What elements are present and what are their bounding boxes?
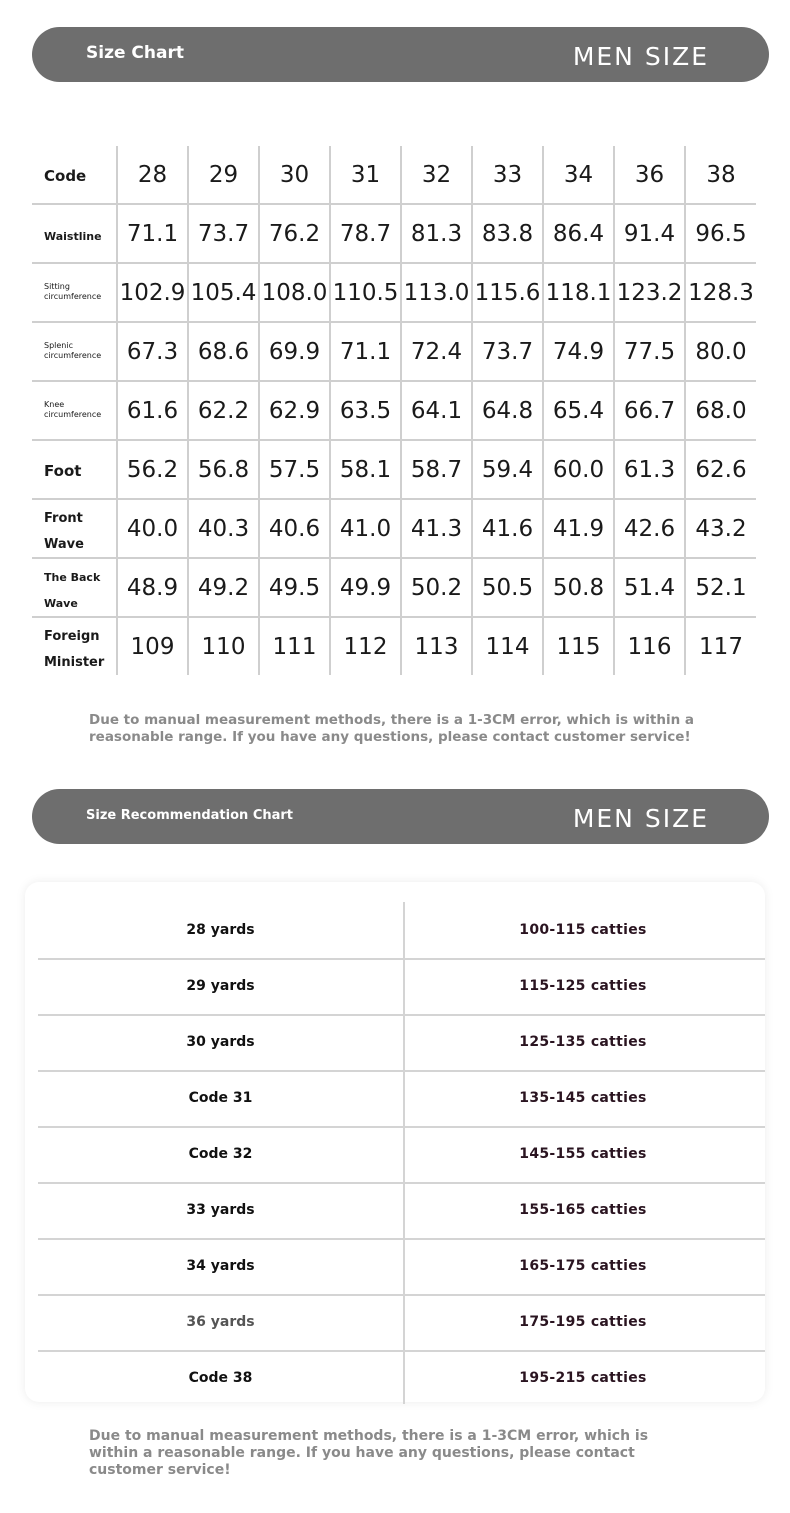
row-label-line: Minister	[44, 654, 105, 670]
table-cell: 58.1	[330, 440, 401, 499]
table-row-back-wave	[32, 558, 756, 617]
table-cell: 58.7	[401, 440, 472, 499]
table-cell: 49.2	[188, 558, 259, 617]
table-cell: 40.6	[259, 499, 330, 558]
table-cell: 49.5	[259, 558, 330, 617]
table-cell: 41.3	[401, 499, 472, 558]
table-cell: 64.1	[401, 381, 472, 440]
table-cell: 80.0	[685, 322, 756, 381]
table-cell: 72.4	[401, 322, 472, 381]
table-cell: 41.6	[472, 499, 543, 558]
row-label-line: Front	[44, 511, 83, 527]
table-row-sitting	[32, 263, 756, 322]
row-label-line: The Back	[44, 571, 101, 585]
table-cell: 81.3	[401, 204, 472, 263]
row-label-line: Splenic	[44, 341, 73, 351]
row-label-cell	[32, 499, 117, 558]
list-item	[38, 958, 765, 1016]
table-row-waistline	[32, 204, 756, 263]
table-cell: 61.3	[614, 440, 685, 499]
weight-cell: 115-125 catties	[519, 978, 647, 994]
list-item	[38, 1350, 765, 1406]
table-cell: 109	[117, 617, 188, 675]
table-cell: 71.1	[330, 322, 401, 381]
row-label: Foot	[44, 461, 82, 480]
table-cell: 108.0	[259, 263, 330, 322]
table-cell: 73.7	[188, 204, 259, 263]
weight-cell: 135-145 catties	[519, 1090, 647, 1106]
table-cell: 86.4	[543, 204, 614, 263]
table-cell: 61.6	[117, 381, 188, 440]
table-cell: 112	[330, 617, 401, 675]
table-cell: 117	[685, 617, 756, 675]
row-label-line: circumference	[44, 350, 102, 360]
table-cell: 63.5	[330, 381, 401, 440]
table-cell: 76.2	[259, 204, 330, 263]
size-header-cell: 28	[117, 146, 188, 204]
table-cell: 78.7	[330, 204, 401, 263]
table-cell: 59.4	[472, 440, 543, 499]
table-cell: 48.9	[117, 558, 188, 617]
header-label-cell	[32, 146, 117, 204]
table-cell: 62.9	[259, 381, 330, 440]
size-header-cell: 38	[685, 146, 756, 204]
row-label-cell	[32, 322, 117, 381]
size-header-cell: 30	[259, 146, 330, 204]
table-cell: 41.0	[330, 499, 401, 558]
row-label-cell	[32, 381, 117, 440]
table-row-splenic	[32, 322, 756, 381]
men-size-label: MEN SIZE	[572, 804, 709, 833]
row-label	[44, 341, 101, 360]
table-cell: 113	[401, 617, 472, 675]
table-cell: 113.0	[401, 263, 472, 322]
list-item	[38, 1014, 765, 1072]
size-header-cell: 36	[614, 146, 685, 204]
table-cell: 71.1	[117, 204, 188, 263]
row-label-line: Knee	[44, 400, 65, 410]
table-cell: 96.5	[685, 204, 756, 263]
size-recommendation-banner	[32, 789, 769, 844]
table-cell: 114	[472, 617, 543, 675]
row-label	[44, 511, 84, 551]
size-chart-banner	[32, 27, 769, 82]
table-cell: 110	[188, 617, 259, 675]
table-cell: 69.9	[259, 322, 330, 381]
row-label-line: Wave	[44, 536, 84, 552]
list-item	[38, 1182, 765, 1240]
size-cell: Code 31	[188, 1090, 253, 1106]
table-cell: 73.7	[472, 322, 543, 381]
table-cell: 65.4	[543, 381, 614, 440]
row-label-line: circumference	[44, 291, 102, 301]
weight-cell: 195-215 catties	[519, 1370, 647, 1386]
table-cell: 57.5	[259, 440, 330, 499]
size-cell: 29 yards	[186, 978, 255, 994]
row-label-line: Wave	[44, 596, 78, 610]
table-row-foreign-minister	[32, 617, 756, 675]
row-label	[44, 571, 100, 609]
size-recommendation-title: Size Recommendation Chart	[86, 808, 294, 823]
table-cell: 67.3	[117, 322, 188, 381]
row-label	[44, 282, 101, 301]
row-label-cell	[32, 617, 117, 675]
size-header-cell: 29	[188, 146, 259, 204]
table-cell: 74.9	[543, 322, 614, 381]
row-label-line: circumference	[44, 409, 102, 419]
weight-cell: 145-155 catties	[519, 1146, 647, 1162]
table-cell: 64.8	[472, 381, 543, 440]
table-cell: 62.2	[188, 381, 259, 440]
table-cell: 42.6	[614, 499, 685, 558]
size-chart-table	[32, 146, 756, 675]
list-item	[38, 1294, 765, 1352]
weight-cell: 125-135 catties	[519, 1034, 647, 1050]
table-cell: 50.5	[472, 558, 543, 617]
list-item	[38, 1070, 765, 1128]
size-header-cell: 31	[330, 146, 401, 204]
row-label	[44, 400, 101, 419]
row-label-cell	[32, 558, 117, 617]
size-cell: 30 yards	[186, 1034, 255, 1050]
table-cell: 123.2	[614, 263, 685, 322]
table-cell: 128.3	[685, 263, 756, 322]
table-cell: 49.9	[330, 558, 401, 617]
size-header-cell: 33	[472, 146, 543, 204]
table-cell: 116	[614, 617, 685, 675]
recommendation-card	[25, 882, 765, 1402]
row-label-cell	[32, 263, 117, 322]
table-cell: 105.4	[188, 263, 259, 322]
code-header-label: Code	[44, 166, 87, 185]
men-size-label: MEN SIZE	[572, 42, 709, 71]
table-row-front-wave	[32, 499, 756, 558]
size-cell: 36 yards	[186, 1314, 255, 1330]
table-cell: 50.8	[543, 558, 614, 617]
table-cell: 91.4	[614, 204, 685, 263]
table-cell: 40.0	[117, 499, 188, 558]
size-header-cell: 32	[401, 146, 472, 204]
table-row-knee	[32, 381, 756, 440]
weight-cell: 165-175 catties	[519, 1258, 647, 1274]
size-cell: Code 32	[188, 1146, 253, 1162]
table-header-row	[32, 146, 756, 204]
table-cell: 115	[543, 617, 614, 675]
table-row-foot	[32, 440, 756, 499]
row-label-line: Foreign	[44, 629, 100, 645]
weight-cell: 175-195 catties	[519, 1314, 647, 1330]
row-label-cell	[32, 440, 117, 499]
size-header-cell: 34	[543, 146, 614, 204]
table-cell: 43.2	[685, 499, 756, 558]
table-cell: 56.8	[188, 440, 259, 499]
weight-cell: 100-115 catties	[519, 922, 647, 938]
table-cell: 41.9	[543, 499, 614, 558]
list-item	[38, 902, 765, 960]
table-cell: 68.6	[188, 322, 259, 381]
measurement-note: Due to manual measurement methods, there is a 1-3CM error, which is within a reasonable range. If you have any questions, please contact customer service!	[89, 1428, 649, 1478]
weight-cell: 155-165 catties	[519, 1202, 647, 1218]
size-chart-title: Size Chart	[86, 43, 184, 63]
size-cell: 28 yards	[186, 922, 255, 938]
size-cell: 33 yards	[186, 1202, 255, 1218]
table-cell: 83.8	[472, 204, 543, 263]
table-cell: 118.1	[543, 263, 614, 322]
row-label-line: Sitting	[44, 282, 70, 292]
table-cell: 115.6	[472, 263, 543, 322]
size-cell: 34 yards	[186, 1258, 255, 1274]
table-cell: 110.5	[330, 263, 401, 322]
measurement-note: Due to manual measurement methods, there is a 1-3CM error, which is within a reasonable range. If you have any questions, please contact customer service!	[89, 712, 694, 745]
table-cell: 77.5	[614, 322, 685, 381]
table-cell: 102.9	[117, 263, 188, 322]
table-cell: 68.0	[685, 381, 756, 440]
table-cell: 62.6	[685, 440, 756, 499]
row-label	[44, 629, 104, 669]
table-cell: 56.2	[117, 440, 188, 499]
list-item	[38, 1126, 765, 1184]
row-label: Waistline	[44, 229, 102, 243]
table-cell: 111	[259, 617, 330, 675]
size-cell: Code 38	[188, 1370, 253, 1386]
table-cell: 52.1	[685, 558, 756, 617]
list-item	[38, 1238, 765, 1296]
table-cell: 66.7	[614, 381, 685, 440]
table-cell: 51.4	[614, 558, 685, 617]
row-label-cell	[32, 204, 117, 263]
table-cell: 40.3	[188, 499, 259, 558]
table-cell: 50.2	[401, 558, 472, 617]
table-cell: 60.0	[543, 440, 614, 499]
